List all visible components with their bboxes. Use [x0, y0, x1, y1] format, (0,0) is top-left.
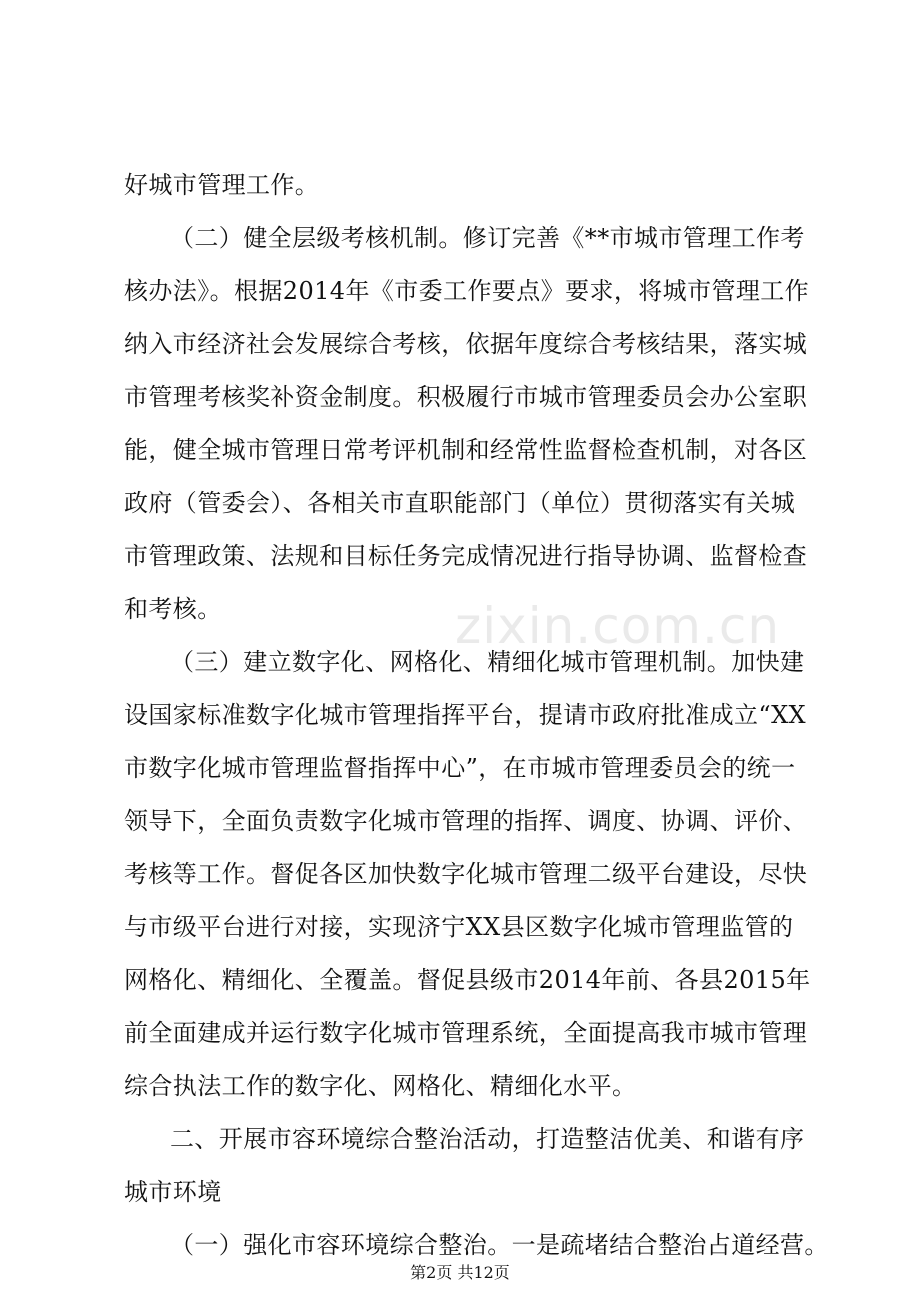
text-line: 政府（管委会）、各相关市直职能部门（单位）贯彻落实有关城	[124, 489, 796, 517]
section-heading: 二、开展市容环境综合整治活动，打造整洁优美、和谐有序	[170, 1125, 805, 1153]
text-line: （三）建立数字化、网格化、精细化城市管理机制。加快建	[170, 648, 805, 676]
text-line: 与市级平台进行对接，实现济宁XX县区数字化城市管理监管的	[124, 913, 794, 941]
text-line: 设国家标准数字化城市管理指挥平台，提请市政府批准成立“XX	[124, 701, 807, 729]
text-line: （二）健全层级考核机制。修订完善《**市城市管理工作考	[170, 224, 805, 252]
text-line: 市管理考核奖补资金制度。积极履行市城市管理委员会办公室职	[124, 383, 808, 411]
text-line: 市数字化城市管理监督指挥中心”，在市城市管理委员会的统一	[124, 754, 796, 782]
text-line: （一）强化市容环境综合整治。一是疏堵结合整治占道经营。	[170, 1231, 829, 1259]
page-footer: 第2页 共12页	[410, 1263, 510, 1282]
text-line: 核办法》。根据2014年《市委工作要点》要求，将城市管理工作	[124, 277, 810, 305]
section-heading: 城市环境	[124, 1178, 222, 1206]
text-line: 和考核。	[124, 595, 222, 623]
text-line: 市管理政策、法规和目标任务完成情况进行指导协调、监督检查	[124, 542, 808, 570]
text-line: 考核等工作。督促各区加快数字化城市管理二级平台建设，尽快	[124, 860, 808, 888]
text-line: 网格化、精细化、全覆盖。督促县级市2014年前、各县2015年	[124, 966, 811, 994]
text-line: 纳入市经济社会发展综合考核，依据年度综合考核结果，落实城	[124, 330, 808, 358]
watermark: zixin.com.cn	[455, 597, 781, 655]
text-line: 好城市管理工作。	[124, 171, 320, 199]
text-line: 能，健全城市管理日常考评机制和经常性监督检查机制，对各区	[124, 436, 808, 464]
text-line: 前全面建成并运行数字化城市管理系统，全面提高我市城市管理	[124, 1019, 808, 1047]
text-line: 领导下，全面负责数字化城市管理的指挥、调度、协调、评价、	[124, 807, 808, 835]
text-line: 综合执法工作的数字化、网格化、精细化水平。	[124, 1072, 637, 1100]
